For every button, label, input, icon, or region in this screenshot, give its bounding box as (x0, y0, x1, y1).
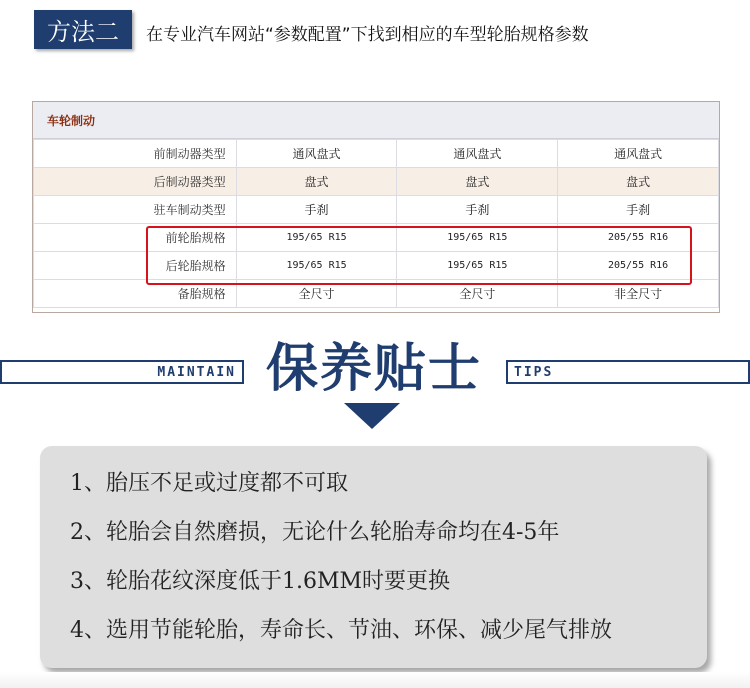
tip-item: 1、胎压不足或过度都不可取 (70, 471, 348, 496)
tips-title: 保养贴士 (265, 339, 482, 399)
bottom-divider (0, 672, 750, 688)
cell: 205/55 R16 (558, 252, 719, 280)
row-label: 驻车制动类型 (34, 196, 237, 224)
cell: 手刹 (397, 196, 558, 224)
tip-item: 4、选用节能轮胎，寿命长、节油、环保、减少尾气排放 (70, 618, 612, 643)
cell: 通风盘式 (236, 140, 397, 168)
cell: 195/65 R15 (236, 224, 397, 252)
method-description: 在专业汽车网站“参数配置”下找到相应的车型轮胎规格参数 (146, 25, 589, 45)
cell: 195/65 R15 (236, 252, 397, 280)
tips-panel (40, 446, 707, 668)
cell: 盘式 (397, 168, 558, 196)
spec-section-title: 车轮制动 (33, 102, 719, 139)
cell: 205/55 R16 (558, 224, 719, 252)
cell: 通风盘式 (558, 140, 719, 168)
cell: 手刹 (236, 196, 397, 224)
tire-spec-highlight-box (146, 226, 692, 285)
row-label: 后轮胎规格 (34, 252, 237, 280)
banner-right-bar (506, 360, 750, 384)
cell: 195/65 R15 (397, 252, 558, 280)
row-label: 前轮胎规格 (34, 224, 237, 252)
cell: 195/65 R15 (397, 224, 558, 252)
cell: 盘式 (236, 168, 397, 196)
row-label: 后制动器类型 (34, 168, 237, 196)
cell: 非全尺寸 (558, 280, 719, 308)
cell: 通风盘式 (397, 140, 558, 168)
method-badge: 方法二 (34, 10, 132, 49)
row-label: 前制动器类型 (34, 140, 237, 168)
table-row (34, 140, 719, 168)
cell: 全尺寸 (397, 280, 558, 308)
chevron-down-icon (344, 403, 400, 429)
tip-item: 2、轮胎会自然磨损，无论什么轮胎寿命均在4-5年 (70, 520, 560, 545)
banner-left-bar (0, 360, 244, 384)
cell: 手刹 (558, 196, 719, 224)
banner-right-text: TIPS (514, 364, 554, 380)
cell: 全尺寸 (236, 280, 397, 308)
tip-item: 3、轮胎花纹深度低于1.6MM时要更换 (70, 569, 451, 594)
row-label: 备胎规格 (34, 280, 237, 308)
banner-left-text: MAINTAIN (157, 364, 236, 380)
table-row (34, 168, 719, 196)
table-row (34, 196, 719, 224)
cell: 盘式 (558, 168, 719, 196)
